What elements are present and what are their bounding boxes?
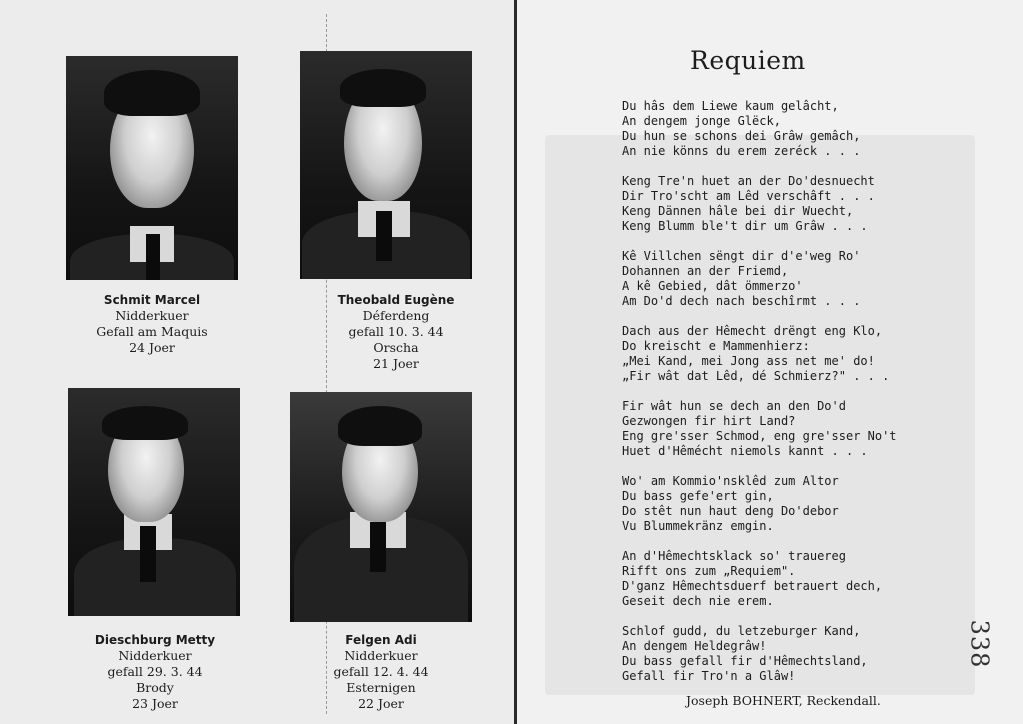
person-fate: gefall 12. 4. 44 (333, 664, 429, 679)
poem-line: Du hâs dem Liewe kaum gelâcht, (622, 99, 839, 113)
poem-line: Gefall fir Tro'n a Glâw! (622, 669, 796, 683)
poem-line: Keng Tre'n huet an der Do'desnuecht (622, 174, 875, 188)
person-age: 21 Joer (373, 356, 419, 371)
portrait-photo-2 (300, 51, 472, 279)
portrait-photo-3 (68, 388, 240, 616)
person-place: Brody (136, 680, 174, 695)
caption-2 (296, 292, 496, 372)
person-name: Theobald Eugène (337, 293, 455, 307)
poem-body (622, 99, 922, 699)
caption-3 (60, 632, 250, 712)
caption-1 (66, 292, 238, 356)
poem-line: An nie könns du erem zeréck . . . (622, 144, 861, 158)
person-name: Felgen Adi (345, 633, 417, 647)
person-age: 23 Joer (132, 696, 178, 711)
poem-line: Wo' am Kommio'nsklêd zum Altor (622, 474, 839, 488)
poem-line: Gezwongen fir hirt Land? (622, 414, 796, 428)
person-age: 24 Joer (129, 340, 175, 355)
poem-line: Huet d'Hêmécht niemols kannt . . . (622, 444, 868, 458)
poem-line: Do kreischt e Mammenhierz: (622, 339, 810, 353)
poem-line: Vu Blummekränz emgin. (622, 519, 774, 533)
poem-line: Dach aus der Hêmecht drëngt eng Klo, (622, 324, 883, 338)
poem-line: Geseit dech nie erem. (622, 594, 774, 608)
poem-line: Keng Dännen hâle bei dir Wuecht, (622, 204, 854, 218)
poem-line: Do stêt nun haut deng Do'debor (622, 504, 839, 518)
poem-line: Dir Tro'scht am Lêd verschâft . . . (622, 189, 875, 203)
poem-line: Du bass gefe'ert gin, (622, 489, 774, 503)
person-place: Esternigen (346, 680, 416, 695)
page-number: 338 (965, 619, 994, 669)
person-fate: gefall 29. 3. 44 (107, 664, 203, 679)
poem-line: An d'Hêmechtsklack so' trauereg (622, 549, 846, 563)
person-village: Nidderkuer (344, 648, 418, 663)
page-fold (514, 0, 517, 724)
poem-stanza-8 (622, 624, 922, 684)
poem-line: Du bass gefall fir d'Hêmechtsland, (622, 654, 868, 668)
person-age: 22 Joer (358, 696, 404, 711)
poem-stanza-1 (622, 99, 922, 159)
person-village: Nidderkuer (115, 308, 189, 323)
poem-stanza-7 (622, 549, 922, 609)
portrait-photo-1 (66, 56, 238, 280)
poem-line: Du hun se schons dei Grâw gemâch, (622, 129, 861, 143)
person-name: Schmit Marcel (103, 293, 201, 307)
poem-author: Joseph BOHNERT, Reckendall. (686, 693, 881, 708)
poem-line: Eng gre'sser Schmod, eng gre'sser No't (622, 429, 897, 443)
poem-line: An dengem jonge Glëck, (622, 114, 781, 128)
poem-stanza-2 (622, 174, 922, 234)
poem-line: Keng Blumm ble't dir um Grâw . . . (622, 219, 868, 233)
person-village: Déferdeng (362, 308, 430, 323)
poem-title: Requiem (690, 46, 806, 75)
poem-stanza-4 (622, 324, 922, 384)
poem-line: Kê Villchen sëngt dir d'e'weg Ro' (622, 249, 861, 263)
poem-line: D'ganz Hêmechtsduerf betrauert dech, (622, 579, 883, 593)
caption-4 (290, 632, 472, 712)
person-name: Dieschburg Metty (94, 633, 216, 647)
person-place: Orscha (373, 340, 419, 355)
poem-stanza-5 (622, 399, 922, 459)
poem-stanza-3 (622, 249, 922, 309)
poem-line: Dohannen an der Friemd, (622, 264, 789, 278)
poem-line: Schlof gudd, du letzeburger Kand, (622, 624, 861, 638)
person-fate: gefall 10. 3. 44 (348, 324, 444, 339)
person-fate: Gefall am Maquis (96, 324, 208, 339)
poem-line: Fir wât hun se dech an den Do'd (622, 399, 846, 413)
poem-line: Am Do'd dech nach beschîrmt . . . (622, 294, 861, 308)
poem-line: „Fir wât dat Lêd, dé Schmierz?" . . . (622, 369, 890, 383)
poem-line: „Mei Kand, mei Jong ass net me' do! (622, 354, 875, 368)
portrait-photo-4 (290, 392, 472, 622)
poem-line: A kê Gebied, dât ömmerzo' (622, 279, 803, 293)
poem-line: An dengem Heldegrâw! (622, 639, 767, 653)
poem-line: Rifft ons zum „Requiem". (622, 564, 796, 578)
poem-stanza-6 (622, 474, 922, 534)
person-village: Nidderkuer (118, 648, 192, 663)
